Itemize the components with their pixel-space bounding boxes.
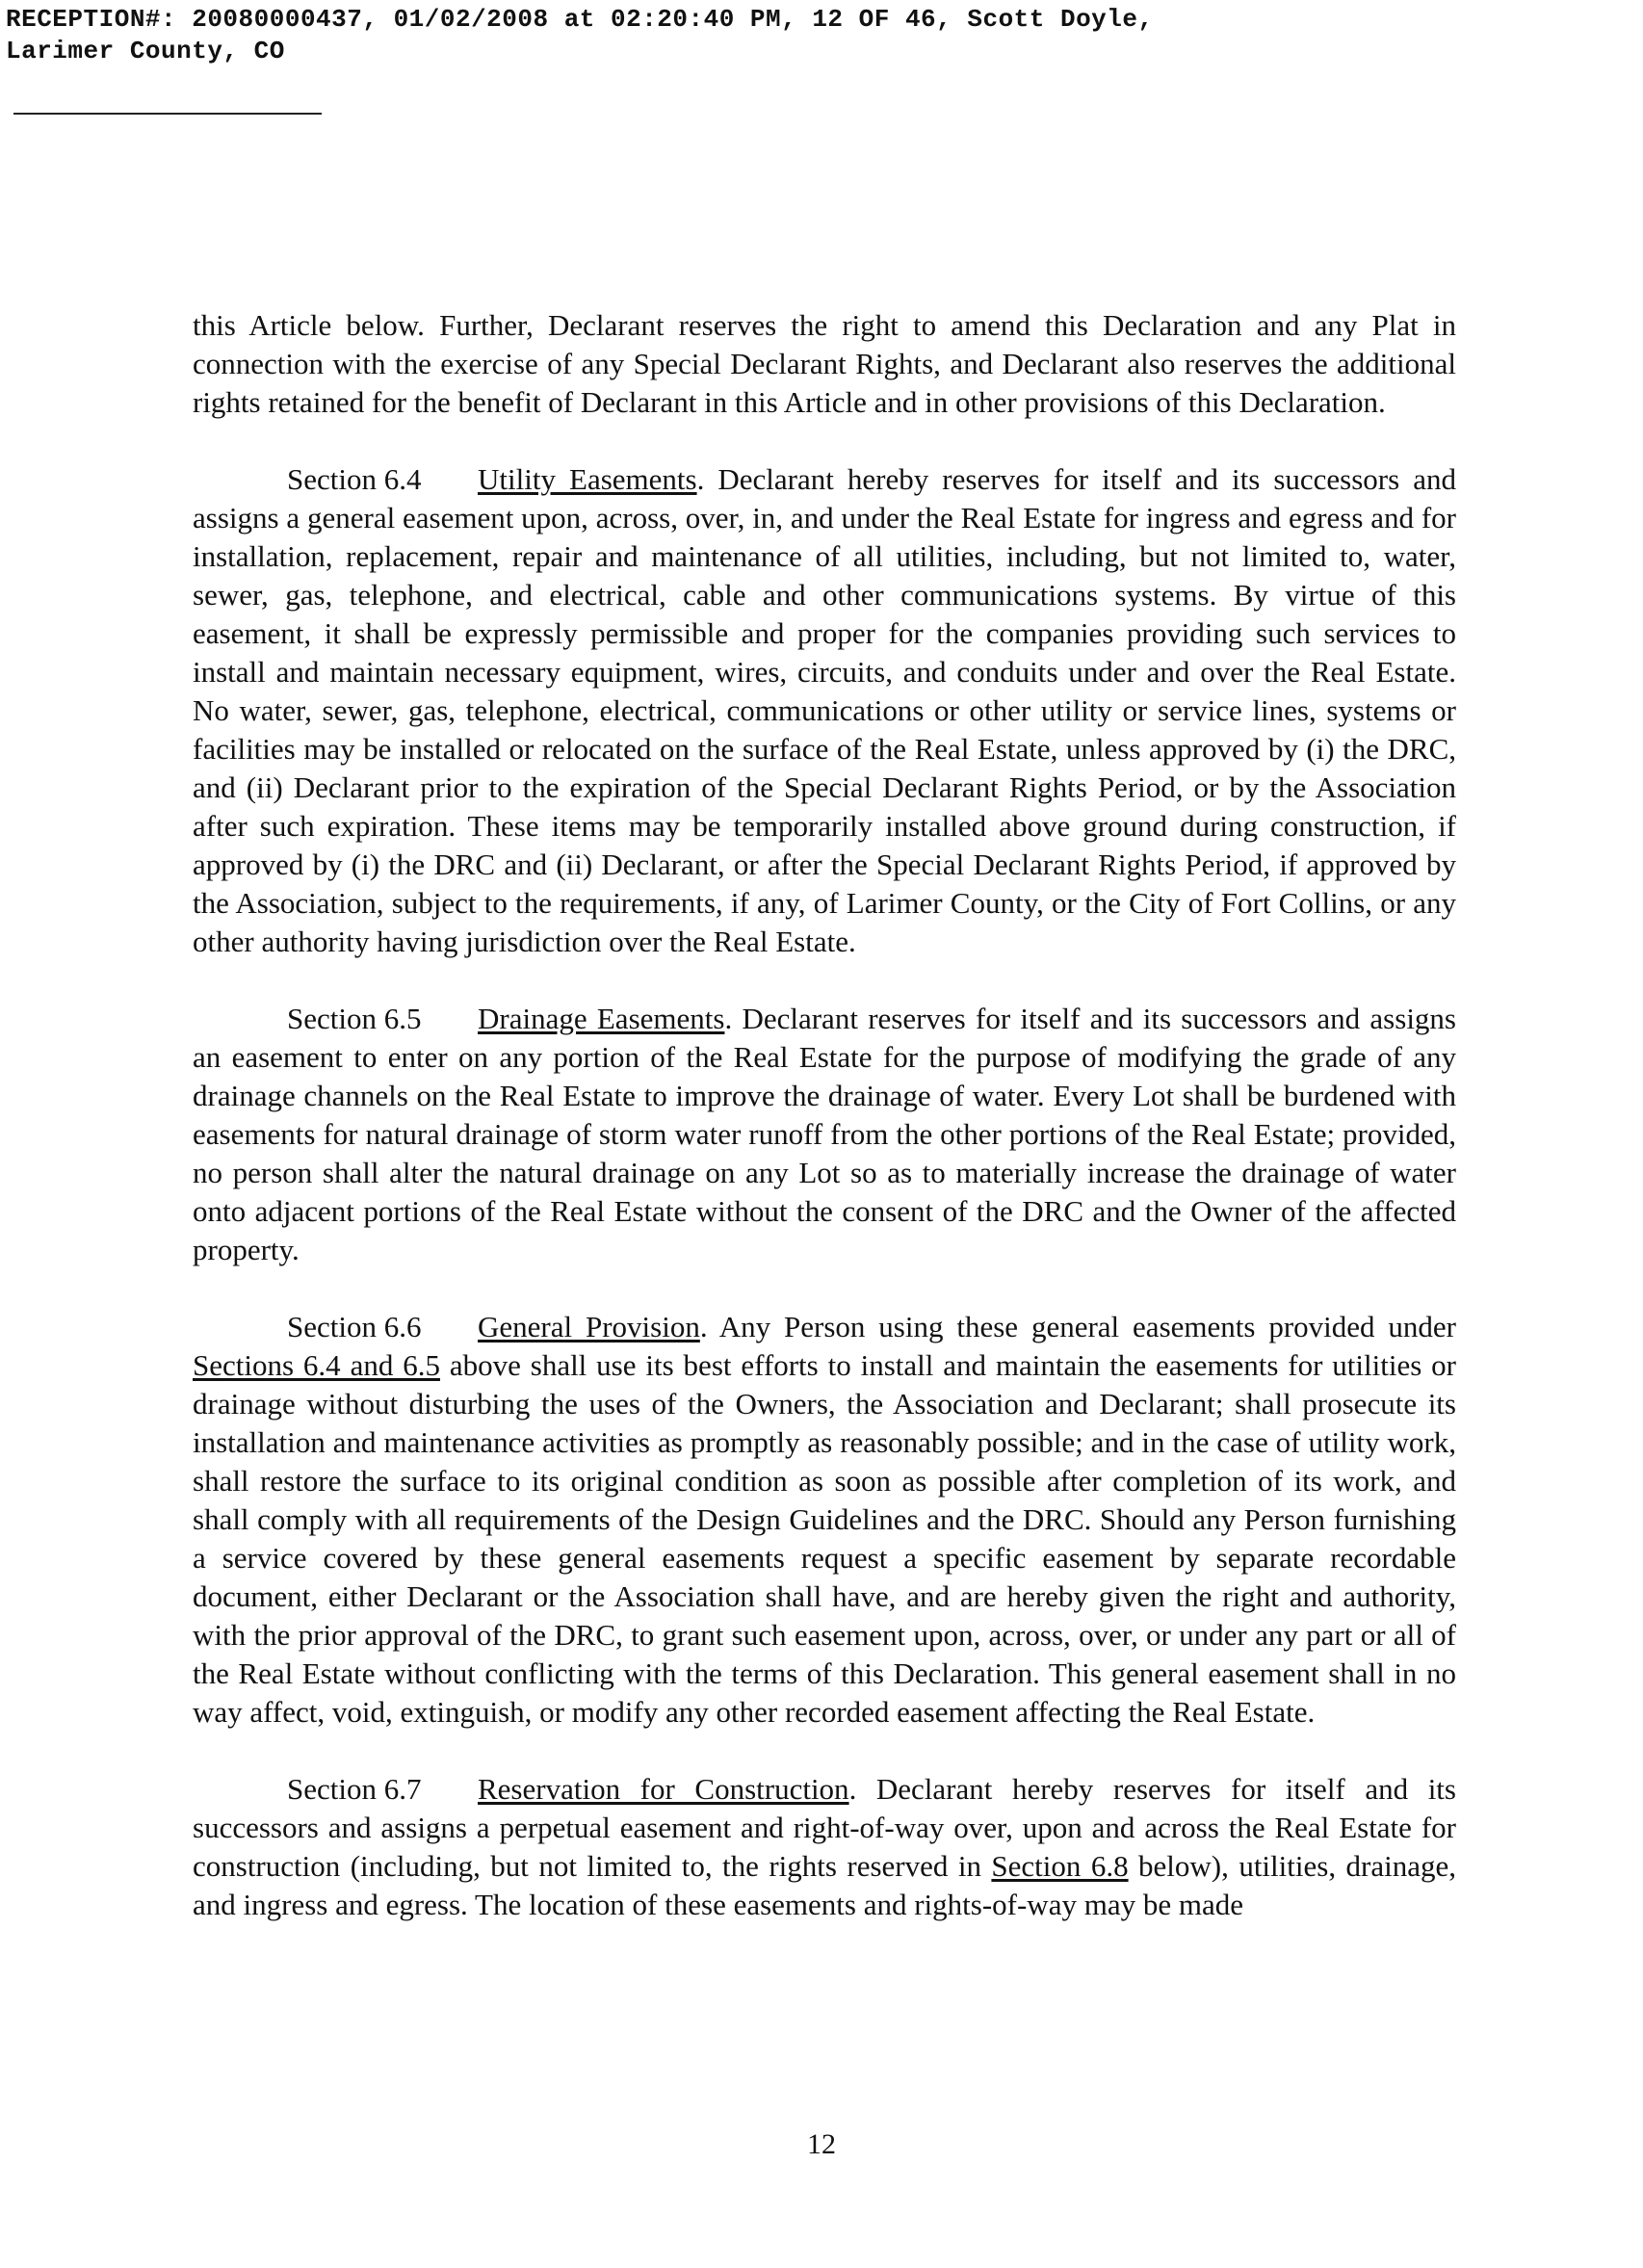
section-text: . Declarant hereby reserves for itself and its successors and assigns a general easement upon, across, over, in, and under the Real Estate for ingress and egress and for installation, replacement, repair and maintenance of all utilities, including, but not limited to, water, sewer, gas, telephone, and electrical, cable and other communications systems. By virtue of this easement, it shall be expressly permissible and proper for the companies providing such services to install and maintain necessary equipment, wires, circuits, and conduits under and over the Real Estate. No water, sewer, gas, telephone, electrical, communications or other utility or service lines, systems or facilities may be installed or relocated on the surface of the Real Estate, unless approved by (i) the DRC, and (ii) Declarant prior to the expiration of the Special Declarant Rights Period, or by the Association after such expiration. These items may be temporarily installed above ground during construction, if approved by (i) the DRC and (ii) Declarant, or after the Special Declarant Rights Period, if approved by the Association, subject to the requirements, if any, of Larimer County, or the City of Fort Collins, or any other authority having jurisdiction over the Real Estate. (193, 462, 1456, 958)
section-text: . Declarant hereby reserves for itself and its successors and assigns a perpetual easement and right-of-way over, upon and across the Real Estate for construction (including, but not limited to, the rights reserved in (193, 1772, 1456, 1883)
recording-header-line-2: Larimer County, CO (6, 37, 285, 65)
section-reference: Section 6.8 (991, 1849, 1129, 1883)
section-reference: Sections 6.4 and 6.5 (193, 1348, 440, 1382)
paragraph-text: this Article below. Further, Declarant reserves the right to amend this Declaration and any Plat in connection with the exercise of any Special Declarant Rights, and Declarant also reserves the additional rights retained for the benefit of Declarant in this Article and in other provisions of this Declaration. (193, 308, 1456, 419)
section-title: Reservation for Construction (478, 1772, 849, 1806)
section-number: Section 6.6 (287, 1310, 422, 1343)
section-text: above shall use its best efforts to install and maintain the easements for utilities or drainage without disturbing the uses of the Owners, the Association and Declarant; shall prosecute its installation and maintenance activities as promptly as reasonably possible; and in the case of utility work, shall restore the surface to its original condition as soon as possible after completion of its work, and shall comply with all requirements of the Design Guidelines and the DRC. Should any Person furnishing a service covered by these general easements request a specific easement by separate recordable document, either Declarant or the Association shall have, and are hereby given the right and authority, with the prior approval of the DRC, to grant such easement upon, across, over, or under any part or all of the Real Estate without conflicting with the terms of this Declaration. This general easement shall in no way affect, void, extinguish, or modify any other recorded easement affecting the Real Estate. (193, 1348, 1457, 1729)
section-6-5 (193, 1000, 1456, 1269)
recording-header-line-1: RECEPTION#: 20080000437, 01/02/2008 at 02:20:40 PM, 12 OF 46, Scott Doyle, (6, 5, 1154, 34)
section-6-6 (193, 1308, 1456, 1732)
page-number: 12 (807, 2128, 836, 2160)
section-number: Section 6.4 (287, 462, 422, 496)
section-6-7 (193, 1770, 1456, 1924)
section-title: Drainage Easements (478, 1002, 725, 1035)
section-number: Section 6.7 (287, 1772, 422, 1806)
section-6-4 (193, 460, 1456, 961)
document-body (193, 306, 1456, 1924)
paragraph-continuation (193, 306, 1456, 422)
section-text: below), utilities, drainage, and ingress and egress. The location of these easements and rights-of-way may be made (193, 1849, 1456, 1921)
section-number: Section 6.5 (287, 1002, 422, 1035)
section-title: General Provision (478, 1310, 700, 1343)
recording-header (6, 4, 1154, 67)
section-text: . Any Person using these general easements provided under (699, 1310, 1456, 1343)
header-divider (13, 113, 322, 115)
section-title: Utility Easements (478, 462, 697, 496)
section-text: . Declarant reserves for itself and its successors and assigns an easement to enter on any portion of the Real Estate for the purpose of modifying the grade of any drainage channels on the Real Estate to improve the drainage of water. Every Lot shall be burdened with easements for natural drainage of storm water runoff from the other portions of the Real Estate; provided, no person shall alter the natural drainage on any Lot so as to materially increase the drainage of water onto adjacent portions of the Real Estate without the consent of the DRC and the Owner of the affected property. (193, 1002, 1456, 1266)
